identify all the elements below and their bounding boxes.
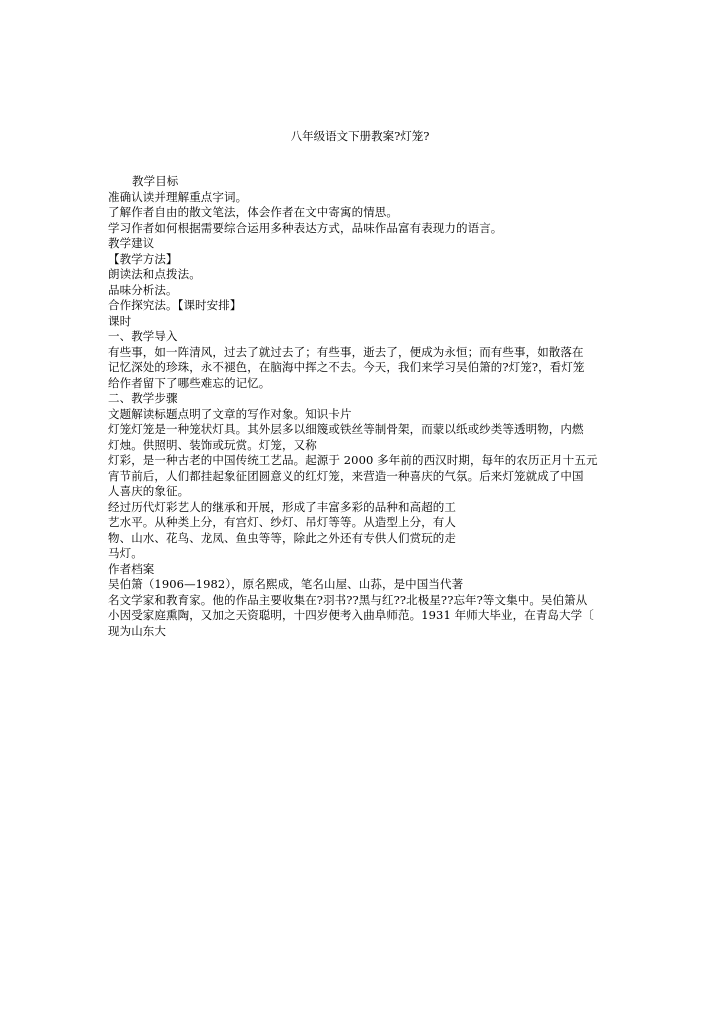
- subheading-teaching-methods: 【教学方法】: [108, 251, 178, 266]
- section-heading-teaching-goals: 教学目标: [132, 174, 179, 188]
- body-line: 灯烛。供照明、装饰或玩赏。灯笼，又称: [108, 437, 317, 452]
- body-line: 艺水平。从种类上分，有宫灯、纱灯、吊灯等等。从造型上分，有人: [108, 515, 456, 529]
- body-line: 名文学家和教育家。他的作品主要收集在?羽书??黑与红??北极星??忘年?等文集中。吴伯箫从: [108, 592, 588, 607]
- body-line: 灯彩，是一种古老的中国传统工艺品。起源于 2000 多年前的西汉时期，每年的农历正月十五元: [108, 453, 598, 467]
- body-line: 准确认读并理解重点字词。: [108, 189, 248, 204]
- body-line: 小因受家庭熏陶，又加之天资聪明，十四岁便考入曲阜师范。1931 年师大毕业，在青岛大学〔: [108, 608, 594, 622]
- document-body: [108, 174, 628, 639]
- body-line: 学习作者如何根据需要综合运用多种表达方式，品味作品富有表现力的语言。: [108, 220, 503, 235]
- body-line: 人喜庆的象征。: [108, 484, 190, 498]
- body-line: 记忆深处的珍珠，永不褪色，在脑海中挥之不去。今天，我们来学习吴伯箫的?灯笼?，看灯笼: [108, 360, 585, 374]
- body-line: 马灯。: [108, 546, 143, 560]
- section-heading-teaching-suggestions: 教学建议: [108, 236, 155, 250]
- body-line: 品味分析法。: [108, 282, 178, 297]
- body-line: 了解作者自由的散文笔法，体会作者在文中寄寓的情思。: [108, 205, 398, 219]
- body-line: 经过历代灯彩艺人的继承和开展，形成了丰富多彩的品种和高超的工: [108, 499, 456, 514]
- body-line: 吴伯箫（1906—1982），原名熙成，笔名山屋、山荪，是中国当代著: [108, 577, 464, 591]
- body-line: 现为山东大: [108, 623, 166, 638]
- body-line: 给作者留下了哪些难忘的记忆。: [108, 375, 271, 390]
- body-line: 合作探究法。【课时安排】: [108, 298, 242, 312]
- body-line: 课时: [108, 313, 132, 328]
- section-heading-steps: 二、教学步骤: [108, 391, 178, 405]
- body-line: 文题解读标题点明了文章的写作对象。知识卡片: [108, 406, 352, 421]
- section-heading-introduction: 一、教学导入: [108, 329, 178, 343]
- body-line: 宵节前后，人们都挂起象征团圆意义的红灯笼，来营造一种喜庆的气氛。后来灯笼就成了中国: [108, 468, 584, 483]
- body-line: 朗读法和点拨法。: [108, 267, 201, 281]
- body-line: 有些事，如一阵清风，过去了就过去了；有些事，逝去了，便成为永恒；而有些事，如散落在: [108, 344, 584, 359]
- body-line: 物、山水、花鸟、龙凤、鱼虫等等，除此之外还有专供人们赏玩的走: [108, 530, 456, 545]
- section-heading-author: 作者档案: [108, 561, 155, 576]
- document-title: 八年级语文下册教案?灯笼?: [290, 129, 430, 143]
- body-line: 灯笼灯笼是一种笼状灯具。其外层多以细篾或铁丝等制骨架，而蒙以纸或纱类等透明物，内燃: [108, 422, 584, 436]
